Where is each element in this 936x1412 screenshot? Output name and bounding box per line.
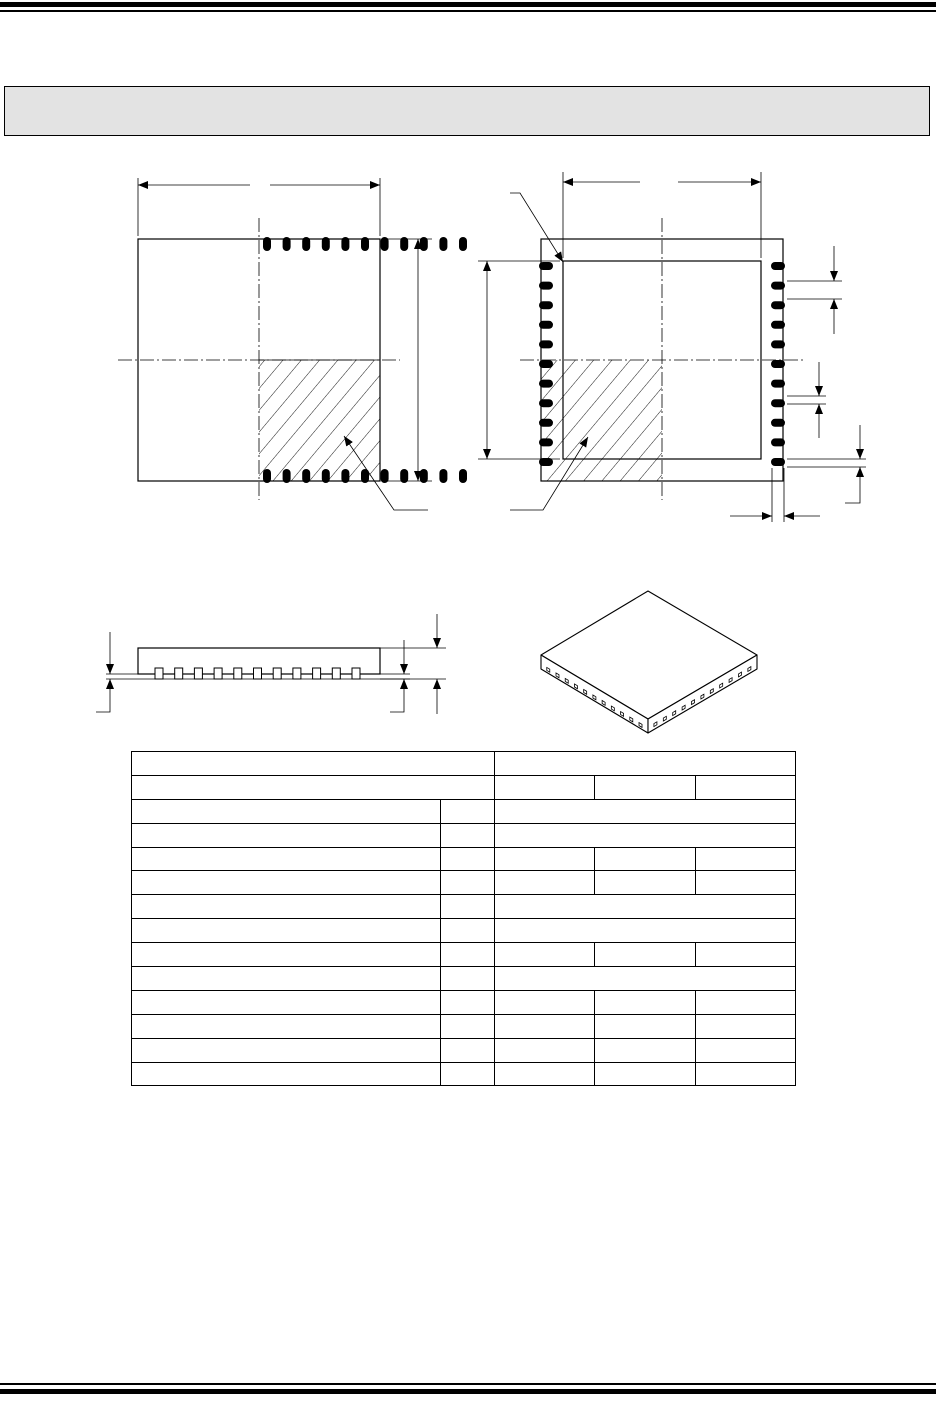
lead-right [771,399,785,407]
side-lead [175,668,183,679]
side-lead [194,668,202,679]
table-cell [132,967,441,991]
table-cell [495,990,595,1014]
lead-left [539,360,553,368]
side-lead [214,668,222,679]
table-cell [696,1062,796,1086]
lead-bottom [439,469,447,483]
lead-right [771,380,785,388]
lead-left [539,340,553,348]
table-cell [132,823,441,847]
table-cell [441,847,495,871]
lead-top [302,237,310,251]
lead-top [459,237,467,251]
side-standoff-dim-lower [96,679,110,712]
table-cell [595,847,696,871]
table-row [132,1038,796,1062]
lead-bottom [302,469,310,483]
lead-bottom [420,469,428,483]
lead-left [539,262,553,270]
lead-top [439,237,447,251]
table-cell [495,895,796,919]
table-cell [132,752,495,776]
lead-left [539,438,553,446]
table-row [132,847,796,871]
bottom-rule-thick [0,1389,936,1394]
table-cell [595,990,696,1014]
side-lead [293,668,301,679]
table-cell [132,1062,441,1086]
lead-top [361,237,369,251]
lead-top [283,237,291,251]
table-cell [132,990,441,1014]
table-cell [595,871,696,895]
table-row [132,943,796,967]
table-cell [132,943,441,967]
table-cell [696,871,796,895]
dimension-table [131,751,796,1086]
side-lead [254,668,262,679]
bottom-view-hatch [541,360,662,481]
lead-left [539,321,553,329]
bottom-rule-thin [0,1383,936,1385]
table-cell [696,1038,796,1062]
lead-left [539,458,553,466]
table-cell [696,943,796,967]
table-cell [696,847,796,871]
lead-bottom [322,469,330,483]
table-row [132,967,796,991]
table-row [132,990,796,1014]
side-lead [155,668,163,679]
dimension-table-body [132,752,796,1086]
side-view [96,614,446,714]
table-cell [132,919,441,943]
isometric-view [541,591,757,733]
table-cell [495,775,595,799]
table-cell [441,1014,495,1038]
table-cell [696,775,796,799]
lead-top [263,237,271,251]
lead-right [771,340,785,348]
table-cell [595,1014,696,1038]
table-cell [495,799,796,823]
table-row [132,799,796,823]
table-cell [132,1014,441,1038]
table-cell [132,871,441,895]
table-cell [595,943,696,967]
lead-right [771,438,785,446]
lead-left [539,380,553,388]
lead-left [539,301,553,309]
lead-bottom [361,469,369,483]
table-cell [441,799,495,823]
lead-length-dim-lower [845,467,860,503]
table-cell [495,1014,595,1038]
lead-left [539,399,553,407]
lead-left [539,282,553,290]
table-cell [441,871,495,895]
table-cell [132,847,441,871]
table-cell [441,919,495,943]
table-row [132,1014,796,1038]
table-cell [132,1038,441,1062]
iso-top-face [541,591,757,719]
lead-right [771,301,785,309]
lead-top [381,237,389,251]
lead-right [771,458,785,466]
lead-bottom [283,469,291,483]
table-cell [495,967,796,991]
lead-top [420,237,428,251]
table-cell [595,775,696,799]
lead-top [322,237,330,251]
table-cell [495,847,595,871]
table-cell [132,895,441,919]
side-lead [313,668,321,679]
side-thickness-dim-lower [390,679,404,712]
table-row [132,919,796,943]
table-row [132,823,796,847]
table-cell [495,943,595,967]
table-row [132,775,796,799]
table-cell [696,990,796,1014]
lead-right [771,360,785,368]
lead-bottom [263,469,271,483]
lead-right [771,282,785,290]
pin1-index-leader [510,193,563,262]
lead-top [341,237,349,251]
table-cell [595,1038,696,1062]
lead-top [400,237,408,251]
table-cell [441,967,495,991]
table-cell [696,1014,796,1038]
side-lead [234,668,242,679]
lead-bottom [341,469,349,483]
top-view [118,178,432,510]
table-cell [595,1062,696,1086]
table-cell [132,799,441,823]
side-lead [332,668,340,679]
bottom-view [478,172,866,522]
lead-bottom [400,469,408,483]
lead-bottom [459,469,467,483]
table-cell [495,752,796,776]
table-cell [441,990,495,1014]
lead-right [771,419,785,427]
side-lead [273,668,281,679]
lead-right [771,321,785,329]
table-row [132,895,796,919]
table-cell [132,775,495,799]
table-cell [495,919,796,943]
table-cell [441,895,495,919]
lead-left [539,419,553,427]
table-cell [495,1062,595,1086]
side-lead [352,668,360,679]
table-cell [441,823,495,847]
table-cell [495,871,595,895]
table-cell [441,943,495,967]
table-cell [441,1062,495,1086]
table-cell [441,1038,495,1062]
table-row [132,752,796,776]
table-row [132,871,796,895]
lead-bottom [381,469,389,483]
table-row [132,1062,796,1086]
lead-right [771,262,785,270]
table-cell [495,1038,595,1062]
table-cell [495,823,796,847]
